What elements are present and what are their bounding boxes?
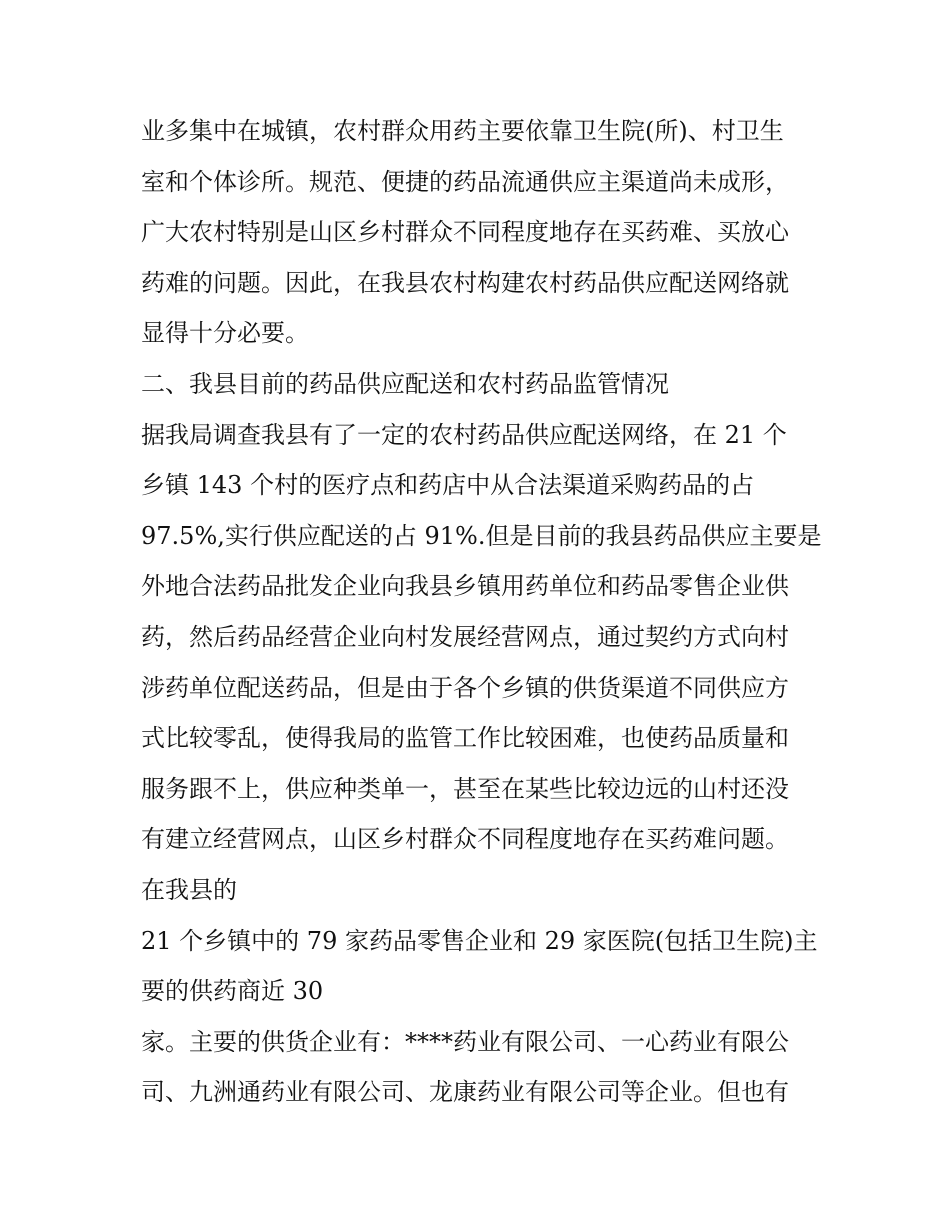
section-heading: 二、我县目前的药品供应配送和农村药品监管情况	[141, 369, 669, 398]
text-line: 显得十分必要。	[141, 319, 309, 348]
text-line: 业多集中在城镇，农村群众用药主要依靠卫生院(所)、村卫生	[141, 117, 784, 145]
text-line: 服务跟不上，供应种类单一，甚至在某些比较边远的山村还没	[141, 774, 789, 803]
body-text	[141, 106, 821, 1118]
text-line: 家。主要的供货企业有：****药业有限公司、一心药业有限公	[141, 1027, 789, 1056]
text-line: 据我局调查我县有了一定的农村药品供应配送网络，在 21 个	[141, 420, 787, 449]
text-line: 广大农村特别是山区乡村群众不同程度地存在买药难、买放心	[141, 218, 789, 247]
text-line: 21 个乡镇中的 79 家药品零售企业和 29 家医院(包括卫生院)主	[141, 926, 818, 955]
text-line: 要的供药商近 30	[141, 977, 324, 1006]
text-line: 97.5%,实行供应配送的占 91%.但是目前的我县药品供应主要是	[141, 521, 822, 550]
text-line: 药，然后药品经营企业向村发展经营网点，通过契约方式向村	[141, 622, 789, 651]
text-line: 式比较零乱，使得我局的监管工作比较困难，也使药品质量和	[141, 724, 789, 753]
text-line: 乡镇 143 个村的医疗点和药店中从合法渠道采购药品的占	[141, 471, 755, 500]
text-line: 药难的问题。因此，在我县农村构建农村药品供应配送网络就	[141, 268, 789, 297]
text-line: 在我县的	[141, 875, 237, 904]
text-line: 有建立经营网点，山区乡村群众不同程度地存在买药难问题。	[141, 825, 789, 854]
text-line: 外地合法药品批发企业向我县乡镇用药单位和药品零售企业供	[141, 572, 789, 601]
text-line: 涉药单位配送药品，但是由于各个乡镇的供货渠道不同供应方	[141, 673, 789, 702]
text-line: 司、九洲通药业有限公司、龙康药业有限公司等企业。但也有	[141, 1078, 789, 1107]
text-line: 室和个体诊所。规范、便捷的药品流通供应主渠道尚未成形，	[141, 167, 789, 196]
